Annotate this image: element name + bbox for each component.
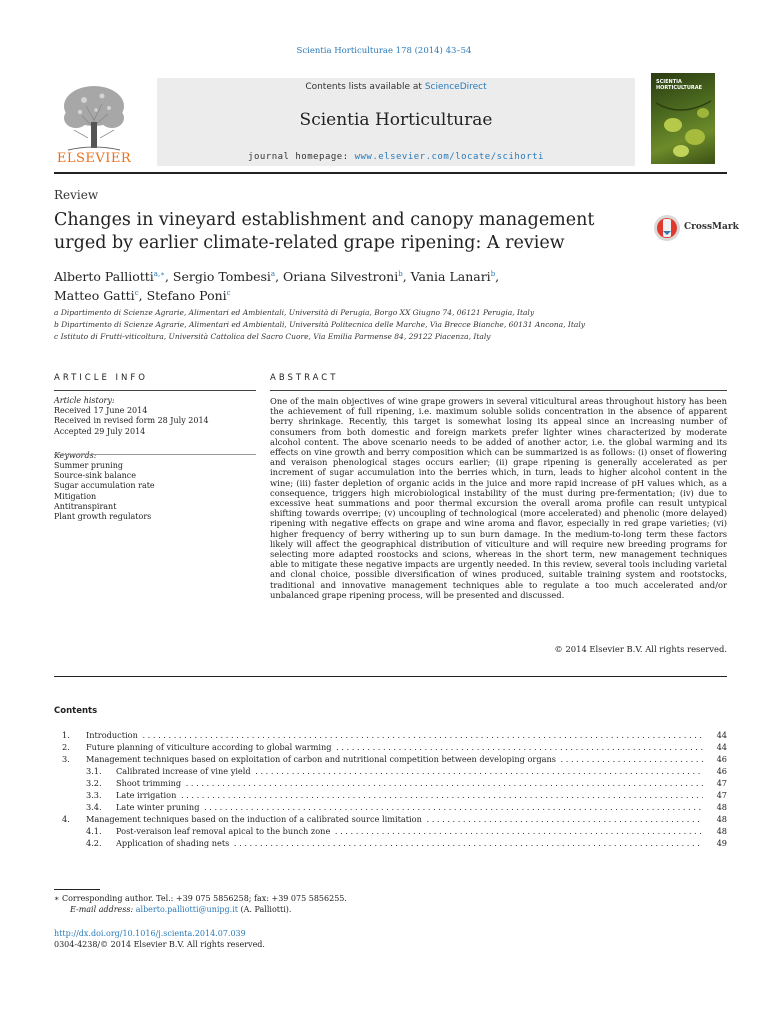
toc-number: 4.2. [86,838,102,848]
email-line [54,904,727,915]
affiliation: b Dipartimento di Scienze Agrarie, Alimentari ed Ambientali, Università Politecnica delle Marche, Via Brecce Bianche, 60131 Ancona, Italy [54,320,585,329]
toc-entry[interactable] [54,754,727,765]
journal-reference[interactable]: Scientia Horticulturae 178 (2014) 43–54 [296,46,472,56]
author-affiliation-mark[interactable]: b [490,270,496,278]
author-affiliation-mark[interactable]: a [270,270,276,278]
author: Sergio Tombesi$^a$ [172,269,276,285]
abstract-heading: ABSTRACT [270,373,339,383]
toc-number: 3.3. [86,790,102,800]
author: Vania Lanari$^b$ [410,269,496,285]
toc-page[interactable]: 44 [716,742,727,752]
toc-number: 2. [62,742,70,752]
toc-number: 3.4. [86,802,102,812]
toc-title[interactable]: Shoot trimming [116,778,182,788]
toc-title[interactable]: Management techniques based on exploitation of carbon and nutritional competition between developing organs [86,754,556,764]
toc-page[interactable]: 49 [716,838,727,848]
journal-title: Scientia Horticulturae [299,110,493,130]
toc-number: 4.1. [86,826,102,836]
toc-title[interactable]: Post-veraison leaf removal apical to the bunch zone [116,826,331,836]
toc-number: 1. [62,730,70,740]
toc-entry[interactable] [54,802,727,813]
toc-number: 3. [62,754,70,764]
toc-entry[interactable] [54,730,727,741]
author-affiliation-mark[interactable]: c [134,289,139,298]
toc-title[interactable]: Late irrigation [116,790,177,800]
journal-cover-image [651,73,715,164]
affiliation: a Dipartimento di Scienze Agrarie, Alimentari ed Ambientali, Università di Perugia, Borgo XX Giugno 74, 06121 Perugia, Italy [54,308,535,317]
header-rule [54,172,727,174]
keyword: Plant growth regulators [54,512,152,522]
abstract-bottom-rule [54,676,727,677]
toc-entry[interactable] [54,742,727,753]
article-info-rule [54,390,256,391]
keyword: Source-sink balance [54,471,136,481]
affiliations [54,307,734,343]
crossmark-label[interactable]: CrossMark [684,222,739,232]
toc-entry[interactable] [54,814,727,825]
sciencedirect-link[interactable]: ScienceDirect [424,82,487,92]
article-info-heading: ARTICLE INFO [54,373,148,383]
author-affiliation-mark[interactable]: b [398,270,403,278]
toc-page[interactable]: 48 [716,826,727,836]
toc-title[interactable]: Management techniques based on the induction of a calibrated source limitation [86,814,422,824]
keyword: Sugar accumulation rate [54,481,155,491]
author: Stefano Poni$^c$ [146,288,231,304]
article-type: Review [54,188,99,202]
author: Oriana Silvestroni$^b$ [283,269,403,285]
toc-page[interactable]: 46 [716,766,727,776]
author: Alberto Palliotti$^{a,∗}$ [54,269,165,285]
toc-title[interactable]: Calibrated increase of vine yield [116,766,251,776]
toc-number: 4. [62,814,70,824]
keywords-divider [54,454,256,455]
received-date: Received 17 June 2014 [54,406,148,416]
corresponding-author-note: ∗ Corresponding author. Tel.: +39 075 5856258; fax: +39 075 5856255. [54,894,347,903]
accepted-date: Accepted 29 July 2014 [54,426,146,436]
history-label: Article history: [54,396,115,405]
toc-page[interactable]: 48 [716,802,727,812]
toc-page[interactable]: 48 [716,814,727,824]
email-suffix: (A. Palliotti). [237,905,292,914]
toc-page[interactable]: 46 [716,754,727,764]
author-affiliation-mark[interactable]: c [226,289,231,298]
doi-link[interactable]: http://dx.doi.org/10.1016/j.scienta.2014.07.039 [54,929,246,938]
homepage-link[interactable]: www.elsevier.com/locate/scihorti [354,152,544,162]
homepage-prefix: journal homepage: [248,152,355,162]
toc-entry[interactable] [54,766,727,777]
toc-number: 3.2. [86,778,102,788]
author: Matteo Gatti$^c$ [54,288,139,304]
keyword: Antitranspirant [54,501,117,511]
affiliation: c Istituto di Frutti-viticoltura, Università Cattolica del Sacro Cuore, Via Emilia Parmense 84, 29122 Piacenza, Italy [54,332,491,341]
toc-title[interactable]: Late winter pruning [116,802,200,812]
keyword: Summer pruning [54,461,123,471]
toc-entry[interactable] [54,790,727,801]
toc-page[interactable]: 47 [716,790,727,800]
footnote [54,893,727,915]
contents-available-line [157,82,635,92]
toc-number: 3.1. [86,766,102,776]
abstract-text: One of the main objectives of wine grape growers in several viticultural areas throughout history has been the achievement of full ripening, i.e. maximum soluble solids concentration in the absence of apparent berry shrinkage. Recently, this target is somewhat losing its appeal since an increasing number of consumers from both domestic and foreign markets prefer lighter wines characterized by moderate alcohol content. The above scenario needs to be added of another actor, i.e. the global warming and its effects on vine growth and berry composition which can be summarized is as follows: (i) onset of flowering and veraison phenological stages occurs earlier; (ii) grape ripening is generally accelerated as per increment of sugar accumulation into the berries which, in turn, leads to higher alcohol content in the wine; (iii) faster depletion of organic acids in the juice and more rapid increase of pH values which, as a consequence, triggers high microbiological instability of the must during pre-fermentation; (iv) due to excessive heat summations and poor thermal excursion the overall aroma profile can result untypical shifting towards overripe; (v) uncoupling of technological (more accelerated) and phenolic (more delayed) ripening with negative effects on grape and wine aroma and flavor, especially in red grape varieties; (vi) higher frequency of berry withering up to sun burn damage. In the medium-to-long term these factors likely will affect the geographical distribution of viticulture and will require new breeding programs for selecting more adapted roostocks and scions, whereas in the short term, new management techniques able to mitigate these negative impacts are urgently needed. In this review, several tools including varietal and clonal choice, possible diversification of wines produced, suitable training system and rootstocks, traditional and innovative management techniques able to regulate a too much accelerated and/or unbalanced grape ripening process, will be presented and discussed. [270,396,727,600]
issn-copyright: 0304-4238/© 2014 Elsevier B.V. All rights reserved. [54,940,265,949]
doi-block [54,928,265,950]
keyword: Mitigation [54,491,97,501]
keywords-label: Keywords: [54,450,97,460]
revised-date: Received in revised form 28 July 2014 [54,416,209,426]
toc-title[interactable]: Application of shading nets [116,838,230,848]
email-label: E-mail address: [70,905,136,914]
abstract-rule [270,390,727,391]
toc-entry[interactable] [54,778,727,789]
author-list: Alberto Palliotti$^{a,∗}$, Sergio Tombesi$^a$, Oriana Silvestroni$^b$, Vania Lanari$^b$, Matteo Gatti$^c$, Stefano Poni$^c$ [54,269,500,304]
email-link[interactable]: alberto.palliotti@unipg.it [135,905,238,914]
footnote-rule [54,889,100,890]
toc-title[interactable]: Introduction [86,730,138,740]
contents-prefix: Contents lists available at [305,82,425,92]
cover-title: SCIENTIA HORTICULTURAE [656,79,703,91]
author-affiliation-mark[interactable]: a,∗ [153,270,165,278]
toc-page[interactable]: 47 [716,778,727,788]
contents-heading: Contents [54,706,98,716]
toc-page[interactable]: 44 [716,730,727,740]
cover-olive-graphic [651,73,715,164]
toc-entry[interactable] [54,826,727,837]
journal-banner [157,78,635,166]
toc-entry[interactable] [54,838,727,849]
journal-homepage-line [157,152,635,162]
elsevier-wordmark: ELSEVIER [56,151,132,166]
abstract-copyright: © 2014 Elsevier B.V. All rights reserved. [554,644,727,654]
toc-title[interactable]: Future planning of viticulture according to global warming [86,742,332,752]
article-info [54,396,256,522]
article-title: Changes in vineyard establishment and canopy management urged by earlier climate-related grape ripening: A review [54,210,595,253]
